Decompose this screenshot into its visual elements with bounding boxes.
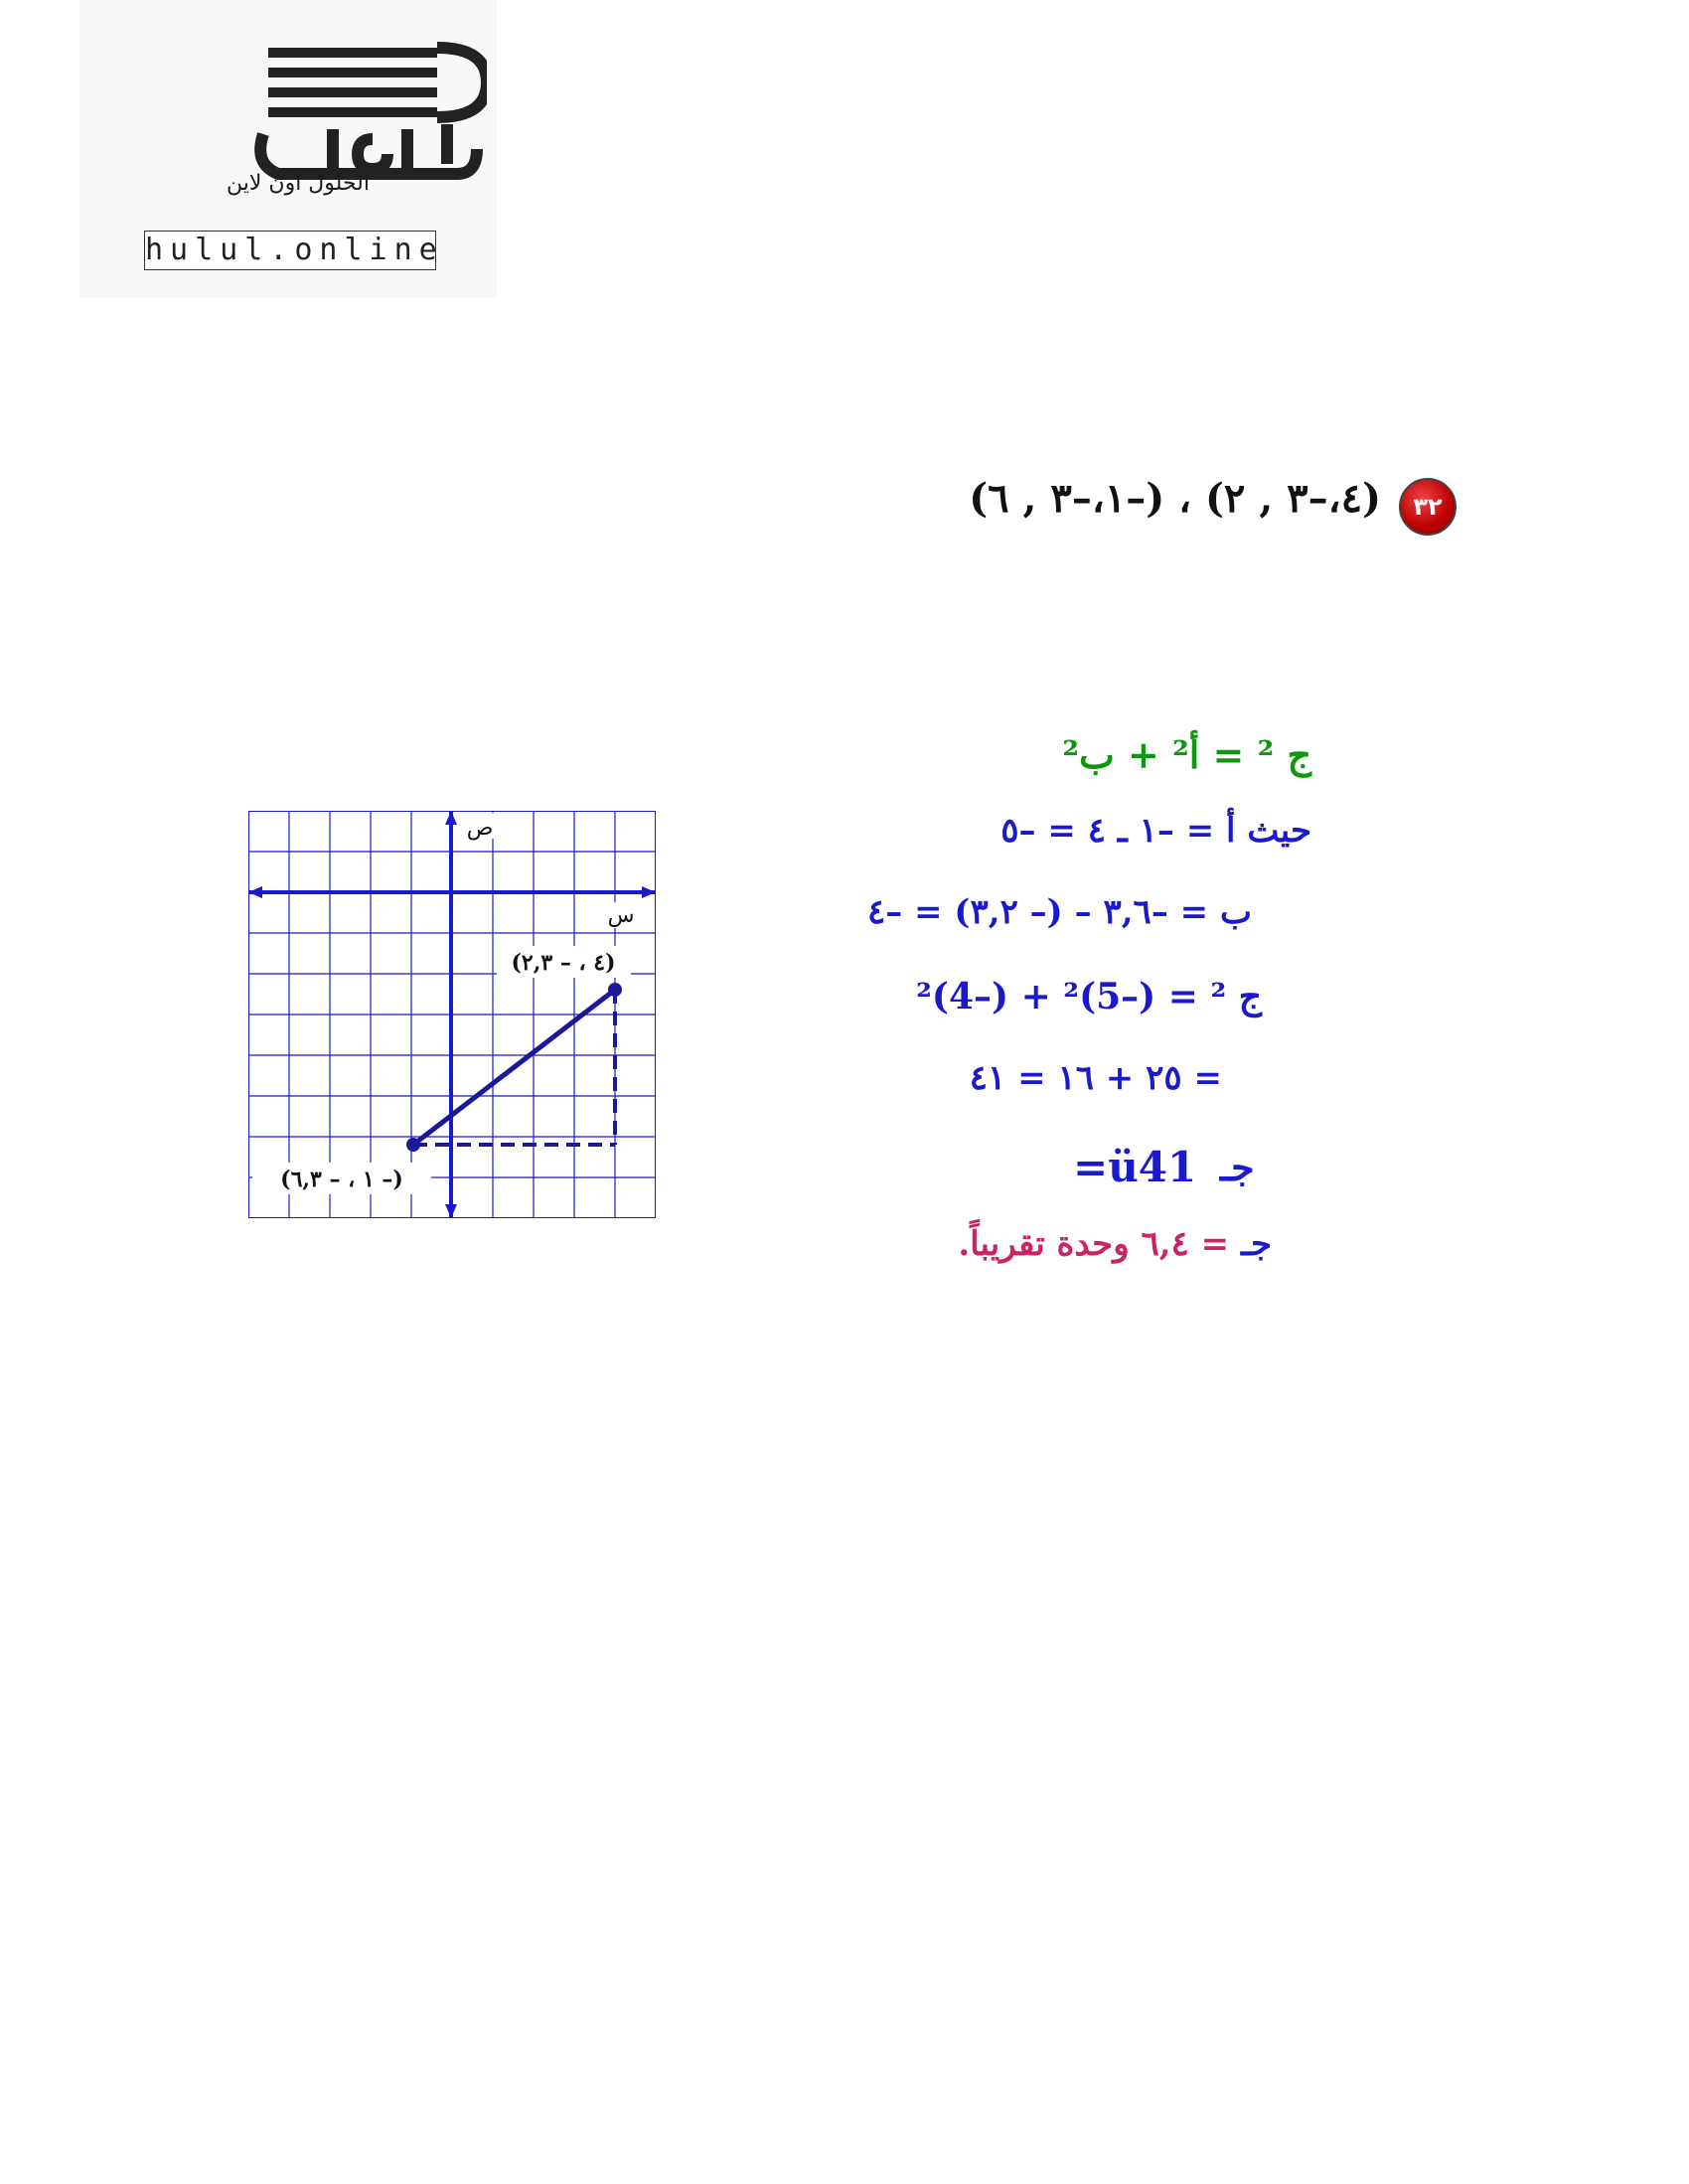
line-segment: [413, 990, 615, 1145]
y-axis-label: ص: [466, 816, 494, 841]
step-square-root: =ü41: [1073, 1143, 1197, 1191]
problem-points: (٤،–٣ , ٢) ، (–١،–٣ , ٦): [969, 475, 1381, 522]
point-1-marker: [608, 983, 622, 997]
approx-value: = ٦,٤ وحدة تقريباً.: [958, 1224, 1230, 1264]
y-axis-arrow-down-icon: [445, 1204, 457, 1218]
problem-number-badge: ٣٢: [1399, 478, 1457, 536]
y-axis-arrow-up-icon: [445, 811, 457, 825]
logo-url: hulul.online: [144, 231, 436, 270]
pythagorean-formula: ج ² = أ² + ب²: [1062, 732, 1311, 777]
point-1-label: (٤ ، – ٢,٣): [511, 950, 616, 976]
step-b-value: ب = –٣,٦ – (– ٣,٢) = –٤: [866, 892, 1252, 932]
step-approximation: [844, 1224, 1272, 1264]
approx-label: جـ: [1241, 1224, 1272, 1264]
step-c-squared: ج ² = (–5)² + (–4)²: [916, 976, 1262, 1017]
logo-arabic-text: الحلول اون لاين: [227, 171, 370, 196]
site-logo: [79, 0, 497, 298]
root-label: جـ: [1220, 1145, 1255, 1189]
step-a-value: حيث أ = –١ ـ ٤ = –٥: [1000, 811, 1311, 851]
point-2-label: (– ١ ، – ٦,٣): [280, 1167, 403, 1192]
x-axis-arrow-left-icon: [248, 886, 262, 898]
x-axis-label: س: [607, 903, 635, 928]
x-axis-arrow-right-icon: [642, 886, 656, 898]
step-sum: = ٢٥ + ١٦ = ٤١: [969, 1058, 1222, 1098]
coordinate-graph: [248, 811, 656, 1218]
point-2-marker: [406, 1138, 420, 1152]
